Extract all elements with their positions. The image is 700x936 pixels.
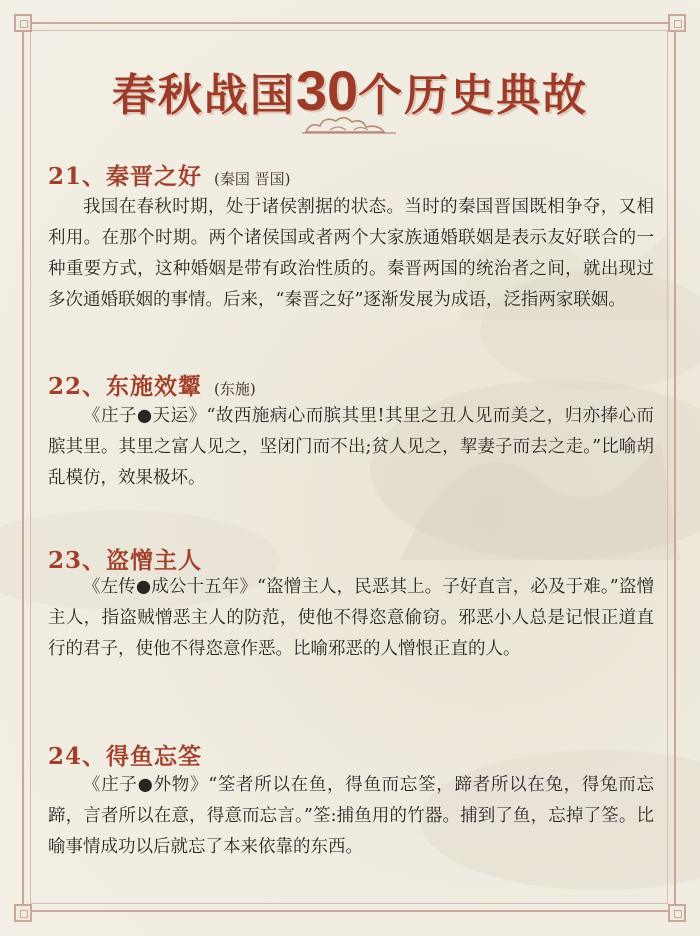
title-suffix: 个历史典故 bbox=[358, 70, 589, 121]
section-23-body: 《左传●成公十五年》“盗憎主人，民恶其上。子好直言，必及于难。”盗憎主人，指盗贼憎恶主人的防范，使他不得恣意偷窃。邪恶小人总是记恨正道直行的君子，使他不得恣意作恶。比喻邪恶的人憎恨正直的人。 bbox=[48, 577, 654, 659]
section-23-heading bbox=[48, 542, 202, 575]
corner-ornament-bottom-left bbox=[14, 904, 32, 922]
section-22-note: (东施) bbox=[214, 380, 256, 398]
section-24-body: 《庄子●外物》“筌者所以在鱼，得鱼而忘筌，蹄者所以在兔，得兔而忘蹄，言者所以在意，得意而忘言。”筌:捕鱼用的竹器。捕到了鱼，忘掉了筌。比喻事情成功以后就忘了本来依靠的东西。 bbox=[48, 775, 654, 857]
corner-ornament-top-right bbox=[668, 14, 686, 32]
title-number: 30 bbox=[295, 59, 359, 122]
section-24-heading bbox=[48, 738, 202, 771]
title-prefix: 春秋战国 bbox=[111, 70, 296, 121]
corner-ornament-top-left bbox=[14, 14, 32, 32]
section-21-title: 21、秦晋之好 bbox=[48, 163, 203, 190]
corner-ornament-bottom-right bbox=[668, 904, 686, 922]
section-21-body: 我国在春秋时期，处于诸侯割据的状态。当时的秦国晋国既相争夺，又相利用。在那个时期。两个诸侯国或者两个大家族通婚联姻是表示友好联合的一种重要方式，这种婚姻是带有政治性质的。秦晋两国的统治者之间，就出现过多次通婚联姻的事情。后来，“秦晋之好”逐渐发展为成语，泛指两家联姻。 bbox=[48, 197, 654, 310]
section-22-body: 《庄子●天运》“故西施病心而膑其里!其里之丑人见而美之，归亦捧心而膑其里。其里之富人见之，坚闭门而不出;贫人见之，挈妻子而去之走。”比喻胡乱模仿，效果极坏。 bbox=[48, 406, 654, 488]
auspicious-cloud-icon bbox=[300, 112, 400, 138]
section-22-title: 22、东施效颦 bbox=[48, 373, 203, 400]
section-21-note: (秦国 晋国) bbox=[214, 170, 291, 188]
section-24-title: 24、得鱼忘筌 bbox=[48, 743, 203, 770]
section-23-title: 23、盗憎主人 bbox=[48, 547, 203, 574]
section-21-heading bbox=[48, 158, 291, 191]
section-22-heading bbox=[48, 368, 256, 401]
